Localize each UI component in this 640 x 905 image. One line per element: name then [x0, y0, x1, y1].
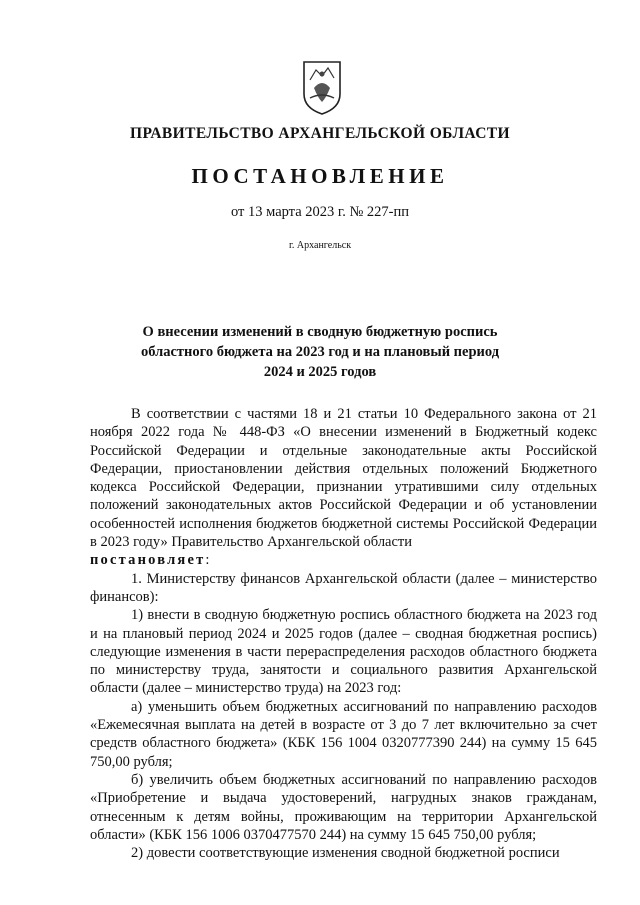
resolves-word: постановляет — [90, 552, 206, 569]
paragraph-b: б) увеличить объем бюджетных ассигнований по направлению расходов «Приобретение и выдача удостоверений, нагрудных знаков гражданам, отнесенным к детям войны, проживающим на территории Архангельской области» (КБК 156 1006 0370477570 244) на сумму 15 645 750,00 рубля; — [90, 771, 597, 843]
paragraph-a: а) уменьшить объем бюджетных ассигнований по направлению расходов «Ежемесячная выплата на детей в возрасте от 3 до 7 лет включительно за счет средств областного бюджета» (КБК 156 1004 0320777390 244) на сумму 15 645 750,00 рубля; — [90, 698, 597, 770]
coat-of-arms-icon — [300, 58, 344, 116]
paragraph-1-1: 1) внести в сводную бюджетную роспись областного бюджета на 2023 год и на плановый период 2024 и 2025 годов (далее – сводная бюджетная роспись) следующие изменения в части перераспределения расходов областного бюджета по министерству труда, занятости и социального развития Архангельской области (далее – министерство труда) на 2023 год: — [90, 607, 597, 697]
document-subject — [0, 322, 640, 382]
subject-line: 2024 и 2025 годов — [263, 364, 377, 380]
intro-text: В соответствии с частями 18 и 21 статьи 10 Федерального закона от 21 ноября 2022 года № 448-ФЗ «О внесении изменений в Бюджетный кодекс Российской Федерации и отдельные законодательные акты Российской Федерации, приостановлении действия отдельных положений Бюджетного кодекса Российской Федерации, признании утратившими силу отдельных положений законодательных актов Российской Федерации и об установлении особенностей исполнения бюджетов бюджетной системы Российской Федерации в 2023 году» Правительство Архангельской области — [90, 406, 597, 551]
paragraph-1: 1. Министерству финансов Архангельской области (далее – министерство финансов): — [90, 570, 597, 605]
city: г. Архангельск — [288, 240, 352, 251]
document-type: ПОСТАНОВЛЕНИЕ — [191, 164, 449, 188]
date-and-number: от 13 марта 2023 г. № 227-пп — [230, 204, 410, 220]
resolves-colon: : — [205, 552, 210, 569]
paragraph-2: 2) довести соответствующие изменения сводной бюджетной росписи — [131, 845, 560, 862]
intro-paragraph — [90, 405, 597, 570]
subject-line: О внесении изменений в сводную бюджетную роспись — [142, 324, 498, 340]
government-title: ПРАВИТЕЛЬСТВО АРХАНГЕЛЬСКОЙ ОБЛАСТИ — [129, 125, 510, 142]
subject-line: областного бюджета на 2023 год и на плановый период — [140, 344, 500, 360]
document-body — [90, 405, 597, 862]
